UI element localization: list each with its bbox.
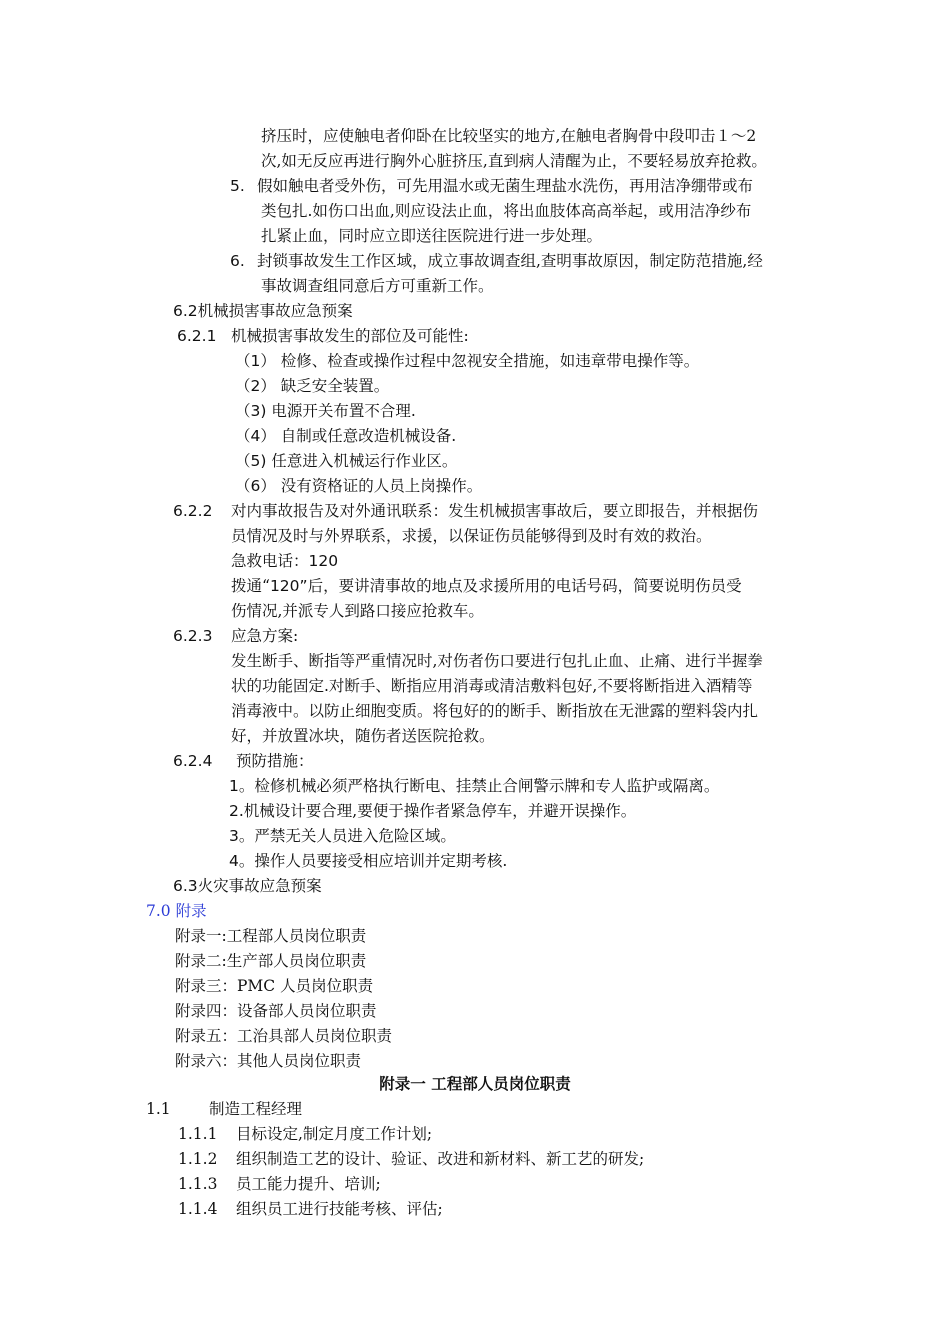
item-5-line-2: 类包扎.如伤口出血,则应设法止血，将出血肢体高高举起，或用洁净纱布 [261, 202, 752, 220]
section-6-2-2-line-1: 对内事故报告及对外通讯联系：发生机械损害事故后，要立即报告，并根据伤 [231, 502, 759, 520]
section-6-2-3-title: 应急方案: [231, 627, 299, 645]
appendix-heading: 7.0 附录 [146, 902, 207, 920]
section-6-2-title: 机械损害事故应急预案 [197, 302, 353, 320]
appendix-list-item: 附录二:生产部人员岗位职责 [175, 952, 367, 970]
cont-line-1: 挤压时，应使触电者仰卧在比较坚实的地方,在触电者胸骨中段叩击１～2 [261, 127, 757, 145]
section-6-2-3-line-3: 消毒液中。以防止细胞变质。将包好的的断手、断指放在无泄露的塑料袋内扎 [231, 702, 759, 720]
section-6-2-2-line-2: 员情况及时与外界联系，求援，以保证伤员能够得到及时有效的救治。 [231, 527, 712, 545]
duty-text: 员工能力提升、培训; [236, 1175, 381, 1193]
cause-item: （6） 没有资格证的人员上岗操作。 [235, 477, 483, 495]
section-6-3-title: 火灾事故应急预案 [197, 877, 322, 895]
item-6-line-2: 事故调查组同意后方可重新工作。 [261, 277, 494, 295]
duty-text: 组织制造工艺的设计、验证、改进和新材料、新工艺的研发; [236, 1150, 645, 1168]
appendix-list-item: 附录三：PMC 人员岗位职责 [175, 977, 374, 995]
section-6-2-2-line-4: 拨通“120”后，要讲清事故的地点及求援所用的电话号码，简要说明伤员受 [231, 577, 742, 595]
item-6-number: 6. [230, 252, 245, 270]
section-6-2-3-line-1: 发生断手、断指等严重情况时,对伤者伤口要进行包扎止血、止痛、进行半握拳 [231, 652, 763, 670]
section-1-1-number: 1.1 [146, 1100, 171, 1118]
section-6-2-heading [173, 299, 353, 323]
duty-number: 1.1.3 [178, 1175, 218, 1193]
section-6-2-3-line-4: 好，并放置冰块，随伤者送医院抢救。 [231, 727, 495, 745]
cause-item: （2） 缺乏安全装置。 [235, 377, 390, 395]
item-6-line-1: 封锁事故发生工作区域，成立事故调查组,查明事故原因，制定防范措施,经 [257, 252, 763, 270]
duty-number: 1.1.2 [178, 1150, 218, 1168]
section-6-2-1-number: 6.2.1 [177, 327, 217, 345]
cause-item: （3) 电源开关布置不合理. [235, 402, 416, 420]
section-6-2-3-line-2: 状的功能固定.对断手、断指应用消毒或清洁敷料包好,不要将断指进入酒精等 [231, 677, 753, 695]
measure-item: 1。检修机械必须严格执行断电、挂禁止合闸警示牌和专人监护或隔离。 [229, 777, 720, 795]
duty-number: 1.1.4 [178, 1200, 218, 1218]
measure-item: 3。严禁无关人员进入危险区域。 [229, 827, 456, 845]
measure-item: 2.机械设计要合理,要便于操作者紧急停车，并避开误操作。 [229, 802, 637, 820]
duty-text: 组织员工进行技能考核、评估; [236, 1200, 443, 1218]
duty-text: 目标设定,制定月度工作计划; [236, 1125, 433, 1143]
section-6-3-heading [173, 874, 322, 898]
section-6-3-number: 6.3 [173, 877, 198, 895]
section-6-2-number: 6.2 [173, 302, 198, 320]
cause-item: （5) 任意进入机械运行作业区。 [235, 452, 458, 470]
item-5-number: 5. [230, 177, 245, 195]
section-6-2-4-title: 预防措施： [236, 752, 314, 770]
appendix-list-item: 附录五：工治具部人员岗位职责 [175, 1027, 393, 1045]
cause-item: （1） 检修、检查或操作过程中忽视安全措施，如违章带电操作等。 [235, 352, 700, 370]
cause-item: （4） 自制或任意改造机械设备. [235, 427, 457, 445]
section-6-2-3-number: 6.2.3 [173, 627, 213, 645]
emergency-phone-number: 120 [308, 552, 339, 570]
appendix-list-item: 附录一:工程部人员岗位职责 [175, 927, 367, 945]
cont-line-2: 次,如无反应再进行胸外心脏挤压,直到病人清醒为止，不要轻易放弃抢救。 [261, 152, 767, 170]
measure-item: 4。操作人员要接受相应培训并定期考核. [229, 852, 508, 870]
item-5-line-3: 扎紧止血，同时应立即送往医院进行进一步处理。 [261, 227, 603, 245]
section-6-2-2-line-5: 伤情况,并派专人到路口接应抢救车。 [231, 602, 484, 620]
emergency-phone [231, 549, 338, 573]
appendix-list-item: 附录六：其他人员岗位职责 [175, 1052, 362, 1070]
section-1-1-title: 制造工程经理 [209, 1100, 303, 1118]
section-6-2-2-number: 6.2.2 [173, 502, 213, 520]
section-6-2-1-title: 机械损害事故发生的部位及可能性: [231, 327, 469, 345]
duty-number: 1.1.1 [178, 1125, 218, 1143]
emergency-phone-label: 急救电话： [231, 552, 309, 570]
item-5-line-1: 假如触电者受外伤，可先用温水或无菌生理盐水洗伤，再用洁净绷带或布 [257, 177, 754, 195]
appendix-1-title: 附录一 工程部人员岗位职责 [379, 1074, 571, 1093]
section-6-2-4-number: 6.2.4 [173, 752, 213, 770]
appendix-list-item: 附录四：设备部人员岗位职责 [175, 1002, 377, 1020]
